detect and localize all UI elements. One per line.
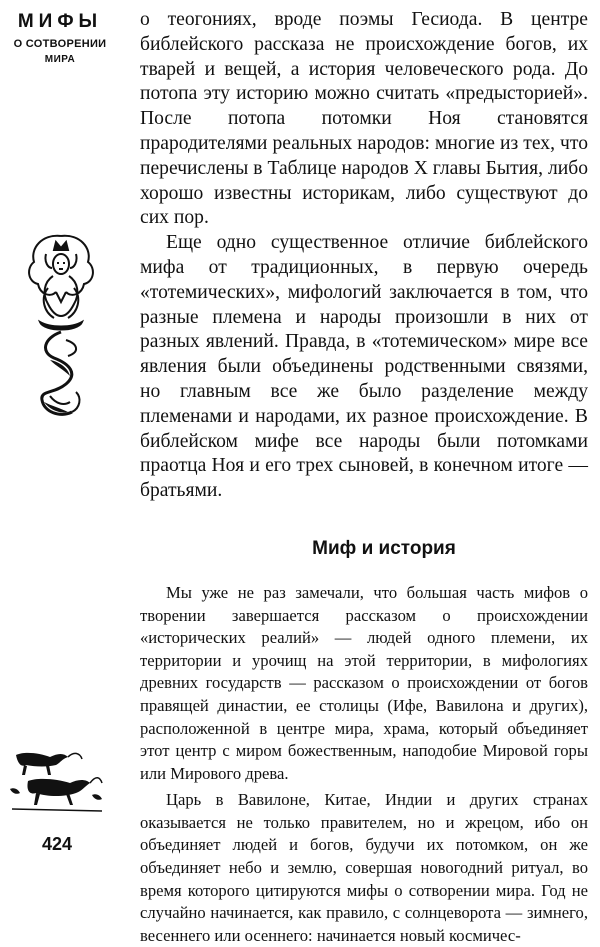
running-title-sub2: МИРА xyxy=(44,53,76,65)
cave-animals-illustration xyxy=(6,745,106,817)
body-paragraph: о теогониях, вроде поэмы Гесиода. В центре библейского рассказа не происхождение богов, их тварей и вещей, а история человеческого рода. До потопа эту историю можно считать «предысторией». После потопа потомки Ноя становятся прародителями реальных народов: многие из тех, что перечислены в Таблице народов X главы Бытия, либо хорошо известны историкам, либо существуют до сих пор. xyxy=(140,9,588,229)
deity-serpent-illustration xyxy=(20,228,102,428)
running-title-sub1: О СОТВОРЕНИИ xyxy=(13,37,107,50)
running-title xyxy=(4,10,116,66)
main-text xyxy=(140,8,588,947)
page-number: 424 xyxy=(42,834,73,854)
body-paragraph: Еще одно существенное отличие библейского мифа от традиционных, в первую очередь «тотемических», мифологий заключается в том, что разные племена и народы произошли в них от разных явлений. Правда, в «тотемическом» мире все явления были объединены родственными связями, но главным все же было разделение между племенами и народами, их разное происхождение. В библейском мифе все народы были потомками праотца Ноя и его трех сыновей, в конечном итоге — братьями. xyxy=(140,232,588,502)
section-heading: Миф и история xyxy=(312,537,456,559)
section-paragraph: Царь в Вавилоне, Китае, Индии и других странах оказывается не только правителем, но и жрецом, ибо он объединяет людей и богов, будучи их потомком, он же объединяет небо и землю, совершая новогодний ритуал, во время которого цитируются мифы о сотворении мира. Год не случайно начинается, как правило, с солнцеворота — зимнего, весеннего или осеннего: начинается новый космичес- xyxy=(140,790,588,945)
section-paragraph: Мы уже не раз замечали, что большая часть мифов о творении завершается рассказом о происхождении «исторических реалий» — людей одного племени, их территории и урочищ на этой территории, в мифологиях древних государств — рассказом о происхождении от богов правящей династии, ее столицы (Ифе, Вавилона и других), расположенной в центре мира, храма, который объединяет этот центр с миром божественным, наподобие Мировой горы или Мирового древа. xyxy=(140,582,588,783)
sidebar-margin xyxy=(0,0,122,867)
running-title-main: МИФЫ xyxy=(17,11,103,32)
